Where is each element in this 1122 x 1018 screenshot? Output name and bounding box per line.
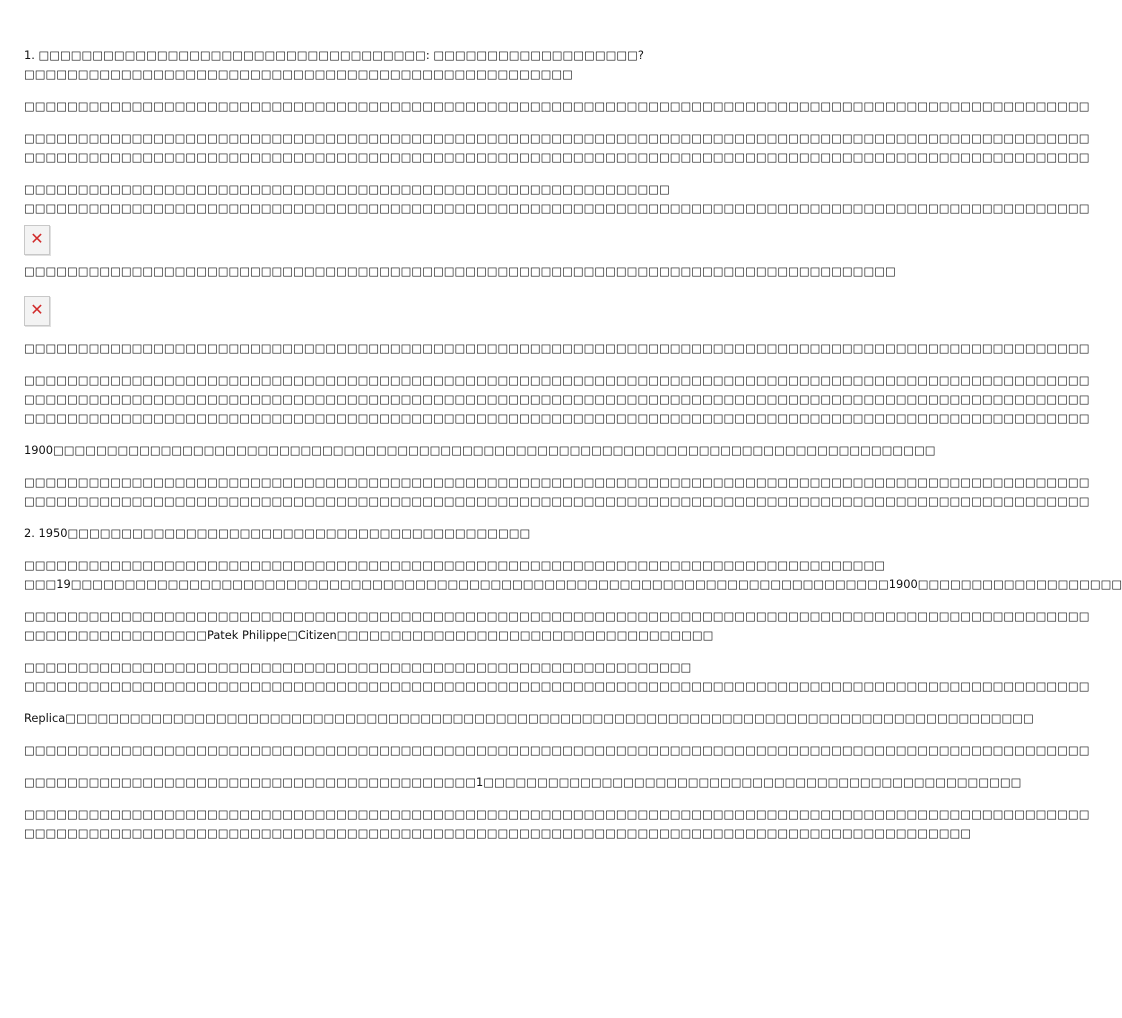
paragraph-line: □□□□□□□□□□□□□□□□□□□□□□□□□□□□□□□□□□□□□□□□□□□□□□□□□□□□□□□□□□□□□□□□□□□□□□□□□□□□□□□□□ — [24, 264, 896, 278]
paragraph-line: □□□□□□□□□□□□□□□□□□□□□□□□□□□□□□□□□□□□□□□□□□□□□□□□□□□□□□□□□□□□□□□□□□□□□□□□□□□□□□□□□□□□□□□□□□□□□□□□□□□ — [24, 679, 1090, 693]
paragraph-line: □□□□□□□□□□□□□□□□□□□□□□□□□□□□□□□□□□□□□□□□□□□□□□□□□□□□□□□□□□□□□□□□□□□□□□□□□□□□□□□□□□□□□□□□□□□□□□□□□□□ — [24, 373, 1090, 387]
paragraph-line: 1900□□□□□□□□□□□□□□□□□□□□□□□□□□□□□□□□□□□□□□□□□□□□□□□□□□□□□□□□□□□□□□□□□□□□□□□□□□□□□□□□□□ — [24, 443, 936, 457]
paragraph-e — [24, 339, 1090, 358]
paragraph-line: □□□□□□□□□□□□□□□□□□□□□□□□□□□□□□□□□□□□□□□□□□□□□□□□□□□□□□□□□□□□□□□□□□□□□□□□□□□□□□□□□□□□□□□□□□□□□□□□□□□ — [24, 150, 1090, 164]
paragraph-line: Replica□□□□□□□□□□□□□□□□□□□□□□□□□□□□□□□□□□□□□□□□□□□□□□□□□□□□□□□□□□□□□□□□□□□□□□□□□□□□□□□□□□□□□□□□□□ — [24, 711, 1034, 725]
paragraph-line: □□□□□□□□□□□□□□□□□□□□□□□□□□□□□□□□□□□□□□□□□□□□□□□□□□□□□□□□□□□□□□□□□□□□□□□□□□□□□□□□□□□□□□□□□□□□□□□□□□□ — [24, 743, 1090, 757]
paragraph-g — [24, 441, 936, 460]
paragraph-i — [24, 556, 1122, 594]
broken-image-icon: ✕ — [30, 300, 44, 319]
paragraph-line: □□□□□□□□□□□□□□□□□□□□□□□□□□□□□□□□□□□□□□□□□□□□□□□□□□□□□□□□□□□□□□□□□□□□□□□□□□□□□□□□□□□□□□□□□□□□□□□□□□□ — [24, 341, 1090, 355]
paragraph-j — [24, 607, 1090, 645]
paragraph-line: □□□□□□□□□□□□□□□□□□□□□□□□□□□□□□□□□□□□□□□□□□1□□□□□□□□□□□□□□□□□□□□□□□□□□□□□□□□□□□□□□□□□□□□□□□□□□ — [24, 775, 1022, 789]
broken-image-icon: ✕ — [30, 229, 44, 248]
paragraph-l — [24, 709, 1034, 728]
paragraph-line: □□□□□□□□□□□□□□□□□□□□□□□□□□□□□□□□□□□□□□□□□□□□□□□□□□□□□□□□□□□□□□□□□□□□□□□□□□□□□□□□□□□□□□□□□□□□□□□□□□□ — [24, 494, 1090, 508]
paragraph-a — [24, 97, 1090, 116]
paragraph-c — [24, 180, 1090, 218]
section-heading-1: 1. □□□□□□□□□□□□□□□□□□□□□□□□□□□□□□□□□□□□: □□□□□□□□□□□□□□□□□□□? — [24, 48, 644, 62]
paragraph-line: □□□□□□□□□□□□□□□□□□□□□□□□□□□□□□□□□□□□□□□□□□□□□□□□□□□□□□□□□□□□ — [24, 182, 670, 196]
paragraph-line: □□□□□□□□□□□□□□□□□Patek Philippe□Citizen□□□□□□□□□□□□□□□□□□□□□□□□□□□□□□□□□□□ — [24, 628, 714, 642]
paragraph-line: □□□□□□□□□□□□□□□□□□□□□□□□□□□□□□□□□□□□□□□□□□□□□□□□□□□□□□□□□□□□□□□□□□□□□□□□□□□□□□□□□□□□□□□□□□□□□□□□□□□ — [24, 807, 1090, 821]
paragraph-line: □□□19□□□□□□□□□□□□□□□□□□□□□□□□□□□□□□□□□□□□□□□□□□□□□□□□□□□□□□□□□□□□□□□□□□□□□□□□□□□□1900□□□□□□□□□□□□□□□□□□□ — [24, 577, 1122, 591]
paragraph-o — [24, 805, 1090, 843]
paragraph-h — [24, 473, 1090, 511]
paragraph-line: □□□□□□□□□□□□□□□□□□□□□□□□□□□□□□□□□□□□□□□□□□□□□□□□□□□□□□□□□□□□□□□□□□□□□□□□□□□□□□□□□□□□□□□□□□□□□□□□□□□ — [24, 609, 1090, 623]
paragraph-d — [24, 262, 896, 281]
paragraph-line: □□□□□□□□□□□□□□□□□□□□□□□□□□□□□□□□□□□□□□□□□□□□□□□□□□□□□□□□□□□□□□ — [24, 660, 692, 674]
broken-image-2 — [24, 296, 50, 326]
paragraph-line: □□□□□□□□□□□□□□□□□□□□□□□□□□□□□□□□□□□□□□□□□□□□□□□□□□□□□□□□□□□□□□□□□□□□□□□□□□□□□□□□□□□□□□□□□□□□□□□□□□□ — [24, 475, 1090, 489]
paragraph-m — [24, 741, 1090, 760]
paragraph-n — [24, 773, 1022, 792]
paragraph-line: □□□□□□□□□□□□□□□□□□□□□□□□□□□□□□□□□□□□□□□□□□□□□□□□□□□□□□□□□□□□□□□□□□□□□□□□□□□□□□□□□□□□□□□□□□□□□□□□□□□ — [24, 411, 1090, 425]
paragraph-line: □□□□□□□□□□□□□□□□□□□□□□□□□□□□□□□□□□□□□□□□□□□□□□□□□□□□□□□□□□□□□□□□□□□□□□□□□□□□□□□□□□□□□□□□□□□□□□□□□□□ — [24, 392, 1090, 406]
paragraph-b — [24, 129, 1090, 167]
paragraph-line: □□□□□□□□□□□□□□□□□□□□□□□□□□□□□□□□□□□□□□□□□□□□□□□□□□□□□□□□□□□□□□□□□□□□□□□□□□□□□□□□ — [24, 558, 885, 572]
paragraph-line: □□□□□□□□□□□□□□□□□□□□□□□□□□□□□□□□□□□□□□□□□□□□□□□□□□□□□□□□□□□□□□□□□□□□□□□□□□□□□□□□□□□□□□□□ — [24, 826, 972, 840]
section-heading-2: 2. 1950□□□□□□□□□□□□□□□□□□□□□□□□□□□□□□□□□□□□□□□□□□□ — [24, 526, 531, 540]
section-heading-1-subtitle: □□□□□□□□□□□□□□□□□□□□□□□□□□□□□□□□□□□□□□□□□□□□□□□□□□□ — [24, 67, 573, 81]
paragraph-line: □□□□□□□□□□□□□□□□□□□□□□□□□□□□□□□□□□□□□□□□□□□□□□□□□□□□□□□□□□□□□□□□□□□□□□□□□□□□□□□□□□□□□□□□□□□□□□□□□□□ — [24, 131, 1090, 145]
paragraph-k — [24, 658, 1090, 696]
paragraph-f — [24, 371, 1090, 428]
paragraph-line: □□□□□□□□□□□□□□□□□□□□□□□□□□□□□□□□□□□□□□□□□□□□□□□□□□□□□□□□□□□□□□□□□□□□□□□□□□□□□□□□□□□□□□□□□□□□□□□□□□□ — [24, 99, 1090, 113]
broken-image-1 — [24, 225, 50, 255]
paragraph-line: □□□□□□□□□□□□□□□□□□□□□□□□□□□□□□□□□□□□□□□□□□□□□□□□□□□□□□□□□□□□□□□□□□□□□□□□□□□□□□□□□□□□□□□□□□□□□□□□□□□ — [24, 201, 1090, 215]
